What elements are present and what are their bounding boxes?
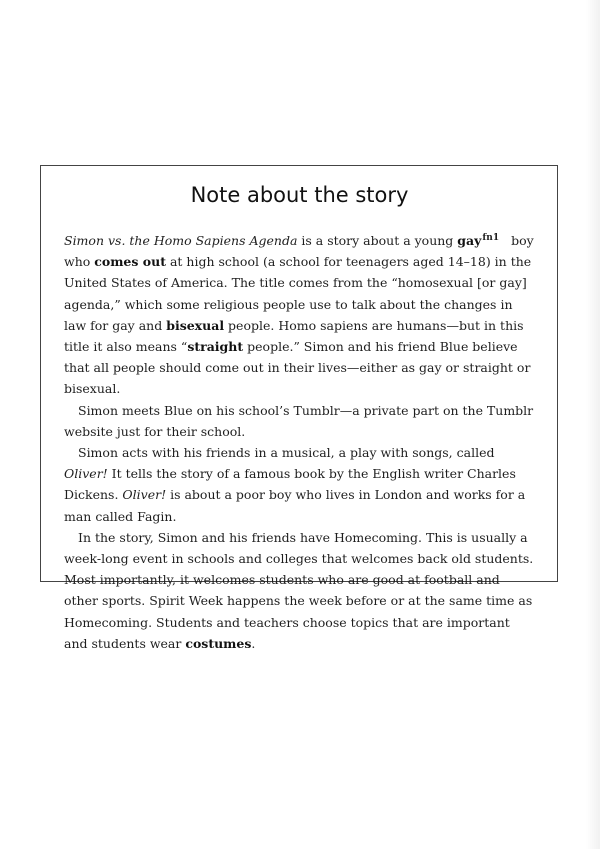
- note-body: [64, 230, 535, 654]
- story-note-box: [40, 165, 558, 651]
- text-segment: In the story, Simon and his friends have Homecoming. This is usually a week-long event in schools and colleges that welcomes back old students. Most importantly, it welcomes students who are good at football and other sports. Spirit Week happens the week before or at the same time as Homecoming. Students and teachers choose topics that are important and students wear: [64, 529, 534, 651]
- glossary-term-straight: straight: [187, 339, 244, 355]
- text-segment: Simon acts with his friends in a musical, a play with songs, called: [78, 445, 495, 461]
- note-title: Note about the story: [190, 183, 409, 207]
- glossary-term-costumes: costumes: [185, 635, 252, 651]
- paragraph-tumblr: [64, 400, 535, 442]
- footnote-marker: fn1: [482, 233, 500, 243]
- text-segment: is a story about a young: [297, 233, 458, 248]
- text-segment: .: [251, 635, 256, 651]
- paragraph-musical: [64, 442, 535, 527]
- paragraph-homecoming: [64, 527, 535, 654]
- paragraph-intro: [64, 230, 535, 400]
- book-title: Simon vs. the Homo Sapiens Agenda: [64, 233, 298, 248]
- glossary-term-gay: gay: [457, 233, 482, 248]
- text-segment: people.” Simon and his friend Blue believe that all people should come out in their lives—either as gay or straight or bisexual.: [64, 339, 531, 397]
- musical-title: Oliver!: [64, 466, 108, 482]
- glossary-term-comes-out: comes out: [94, 254, 166, 270]
- text-segment: It tells the story of a famous book by the English writer Charles Dickens.: [64, 466, 516, 503]
- text-segment: Simon meets Blue on his school’s Tumblr—a private part on the Tumblr website just for their school.: [64, 402, 534, 439]
- text-segment: boy who: [64, 233, 534, 270]
- glossary-term-bisexual: bisexual: [166, 317, 225, 333]
- text-segment: people. Homo sapiens are humans—but in this title it also means “: [64, 317, 524, 355]
- text-segment: is about a poor boy who lives in London and works for a man called Fagin.: [64, 487, 526, 524]
- page-edge-shadow: [586, 0, 600, 849]
- musical-title: Oliver!: [122, 487, 167, 503]
- text-segment: at high school (a school for teenagers aged 14–18) in the United States of America. The title comes from the “homosexual [or gay] agenda,” which some religious people use to talk about the changes in law for gay and: [64, 254, 532, 333]
